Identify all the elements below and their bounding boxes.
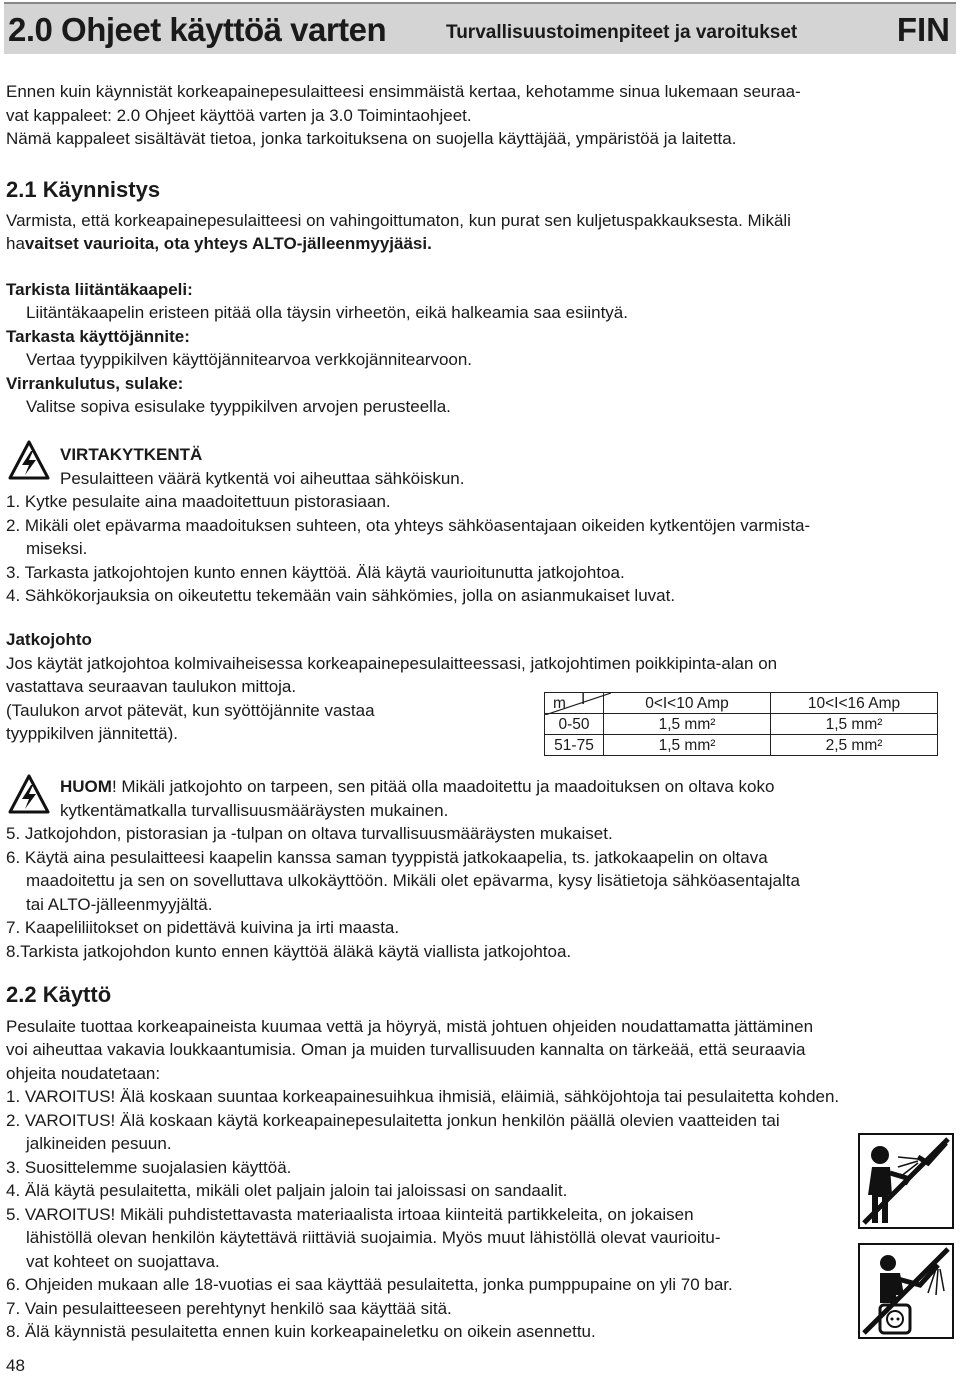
list-item-continuation: lähistöllä olevan henkilön käytettävä riittäviä suojaimia. Myös muut lähistöllä olevat vaurioitu- xyxy=(26,1228,721,1247)
list-item: 6. Käytä aina pesulaitteesi kaapelin kanssa saman tyyppistä jatkokaapelia, ts. jatkokaapelin on oltava xyxy=(6,847,768,867)
paragraph-line: voi aiheuttaa vakavia loukkaantumisia. Oman ja muiden turvallisuuden kannalta on tärkeää, että seuraavia xyxy=(6,1040,806,1059)
warning-power-connection xyxy=(6,443,946,608)
list-item: 5. Jatkojohdon, pistorasian ja -tulpan on oltava turvallisuusmääräysten mukaiset. xyxy=(6,824,613,843)
cable-text: Liitäntäkaapelin eristeen pitää olla täysin virheetön, eikä halkeamia saa esiintyä. xyxy=(26,303,628,322)
section-heading: 2.1 Käynnistys xyxy=(6,177,161,202)
note-line: kytkentämatkalla turvallisuusmääräysten mukainen. xyxy=(60,800,449,820)
intro-line: Nämä kappaleet sisältävät tietoa, jonka tarkoituksena on suojella käyttäjää, ympäristöä ja laitetta. xyxy=(6,129,737,148)
list-item-continuation: maadoitettu ja sen on sovelluttava ulkokäyttöön. Mikäli olet epävarma, kysy lisätietoja sähköasentajalta xyxy=(26,871,800,890)
paragraph-line: ohjeita noudatetaan: xyxy=(6,1063,161,1083)
list-item-continuation: miseksi. xyxy=(26,539,88,558)
note-text: ! Mikäli jatkojohto on tarpeen, sen pitää olla maadoitettu ja maadoituksen on oltava koko xyxy=(111,777,775,796)
fuse-text: Valitse sopiva esisulake tyyppikilven arvojen perusteella. xyxy=(26,397,451,416)
note-label: HUOM xyxy=(60,777,112,796)
warning-title: VIRTAKYTKENTÄ xyxy=(60,445,203,464)
list-item: 5. VAROITUS! Mikäli puhdistettavasta materiaalista irtoaa kiinteitä partikkeleita, on jokaisen xyxy=(6,1204,694,1224)
list-item-continuation: vat kohteet on suojattava. xyxy=(26,1251,220,1271)
table-cell: 51-75 xyxy=(545,735,604,756)
table-cell: 1,5 mm² xyxy=(771,714,938,735)
table-header: 0<I<10 Amp xyxy=(604,693,771,714)
subheading-fuse: Virrankulutus, sulake: xyxy=(6,373,184,393)
list-item: 7. Kaapeliliitokset on pidettävä kuivina ja irti maasta. xyxy=(6,918,400,937)
section-heading: Jatkojohto xyxy=(6,630,92,649)
table-cell: 1,5 mm² xyxy=(604,714,771,735)
paragraph-line: tyyppikilven jännitettä). xyxy=(6,724,178,743)
corner-label-m: m xyxy=(553,695,566,712)
table-cell: 0-50 xyxy=(545,714,604,735)
no-spraying-electrical-icon xyxy=(858,1243,954,1339)
extension-cord-table xyxy=(544,692,938,756)
warning-extension-cord xyxy=(6,775,946,963)
language-code: FIN xyxy=(896,11,950,48)
text-fragment: ha xyxy=(6,234,25,253)
list-item: 2. Mikäli olet epävarma maadoituksen suhteen, ota yhteys sähköasentajaan oikeiden kytkentöjen varmista- xyxy=(6,515,811,535)
list-item: 4. Älä käytä pesulaitetta, mikäli olet paljain jaloin tai jaloissasi on sandaalit. xyxy=(6,1181,568,1200)
section-usage xyxy=(6,983,946,1344)
list-item: 2. VAROITUS! Älä koskaan käytä korkeapainepesulaitetta jonkun henkilön päällä olevien vaatteiden tai xyxy=(6,1110,780,1130)
subheading-cable: Tarkista liitäntäkaapeli: xyxy=(6,279,193,299)
table-row xyxy=(545,714,938,735)
page-header xyxy=(4,2,956,54)
text-fragment-bold: vaitset vaurioita, ota yhteys ALTO-jälleenmyyjääsi. xyxy=(24,234,432,253)
section-startup xyxy=(6,178,946,419)
voltage-text: Vertaa tyyppikilven käyttöjännitearvoa verkkojännitearvoon. xyxy=(26,350,473,369)
paragraph-line: (Taulukon arvot pätevät, kun syöttöjännite vastaa xyxy=(6,700,375,720)
page-number: 48 xyxy=(6,1356,25,1375)
table-header-row xyxy=(545,693,938,714)
subheading-voltage: Tarkasta käyttöjännite: xyxy=(6,326,190,346)
table-cell: 2,5 mm² xyxy=(771,735,938,756)
table-row xyxy=(545,735,938,756)
note-line xyxy=(6,775,946,799)
list-item: 8.Tarkista jatkojohdon kunto ennen käyttöä äläkä käytä viallista jatkojohtoa. xyxy=(6,941,572,961)
list-item-continuation: tai ALTO-jälleenmyyjältä. xyxy=(26,894,213,914)
paragraph-line: Jos käytät jatkojohtoa kolmivaiheisessa korkeapainepesulaitteessasi, jatkojohtimen poikkipinta-alan on xyxy=(6,653,778,673)
list-item-continuation: jalkineiden pesuun. xyxy=(26,1134,172,1153)
page-subtitle: Turvallisuustoimenpiteet ja varoitukset xyxy=(446,22,798,43)
list-item: 7. Vain pesulaitteeseen perehtynyt henkilö saa käyttää sitä. xyxy=(6,1298,452,1318)
list-item: 3. Suosittelemme suojalasien käyttöä. xyxy=(6,1157,292,1177)
intro-line: Ennen kuin käynnistät korkeapainepesulaitteesi ensimmäistä kertaa, kehotamme sinua lukemaan seuraa- xyxy=(6,82,801,101)
table-corner-cell xyxy=(545,693,604,714)
no-spraying-people-icon xyxy=(858,1133,954,1229)
paragraph-line: vastattava seuraavan taulukon mittoja. xyxy=(6,677,297,696)
page-title: 2.0 Ohjeet käyttöä varten xyxy=(8,11,387,48)
list-item: 1. Kytke pesulaite aina maadoitettuun pistorasiaan. xyxy=(6,492,391,511)
paragraph-line: Varmista, että korkeapainepesulaitteesi on vahingoittumaton, kun purat sen kuljetuspakkauksesta. Mikäli xyxy=(6,210,791,230)
intro-line: vat kappaleet: 2.0 Ohjeet käyttöä varten ja 3.0 Toimintaohjeet. xyxy=(6,105,472,125)
list-item: 4. Sähkökorjauksia on oikeutettu tekemään vain sähkömies, jolla on asianmukaiset luvat. xyxy=(6,586,676,605)
paragraph-line xyxy=(6,232,946,256)
list-item: 1. VAROITUS! Älä koskaan suuntaa korkeapainesuihkua ihmisiä, eläimiä, sähköjohtoja tai pesulaitetta kohden. xyxy=(6,1087,840,1106)
list-item: 8. Älä käynnistä pesulaitetta ennen kuin korkeapaineletku on oikein asennettu. xyxy=(6,1322,596,1341)
list-item: 6. Ohjeiden mukaan alle 18-vuotias ei saa käyttää pesulaitetta, jonka pumppupaine on yli 70 bar. xyxy=(6,1275,733,1294)
intro-text xyxy=(6,80,946,151)
warning-text: Pesulaitteen väärä kytkentä voi aiheuttaa sähköiskun. xyxy=(60,468,465,488)
list-item: 3. Tarkasta jatkojohtojen kunto ennen käyttöä. Älä käytä vaurioitunutta jatkojohtoa. xyxy=(6,562,625,582)
table-header: 10<I<16 Amp xyxy=(771,693,938,714)
paragraph-line: Pesulaite tuottaa korkeapaineista kuumaa vettä ja höyryä, mistä johtuen ohjeiden noudattamatta jättäminen xyxy=(6,1016,814,1036)
corner-label-i: I xyxy=(581,691,586,708)
section-heading: 2.2 Käyttö xyxy=(6,982,112,1007)
table-cell: 1,5 mm² xyxy=(604,735,771,756)
